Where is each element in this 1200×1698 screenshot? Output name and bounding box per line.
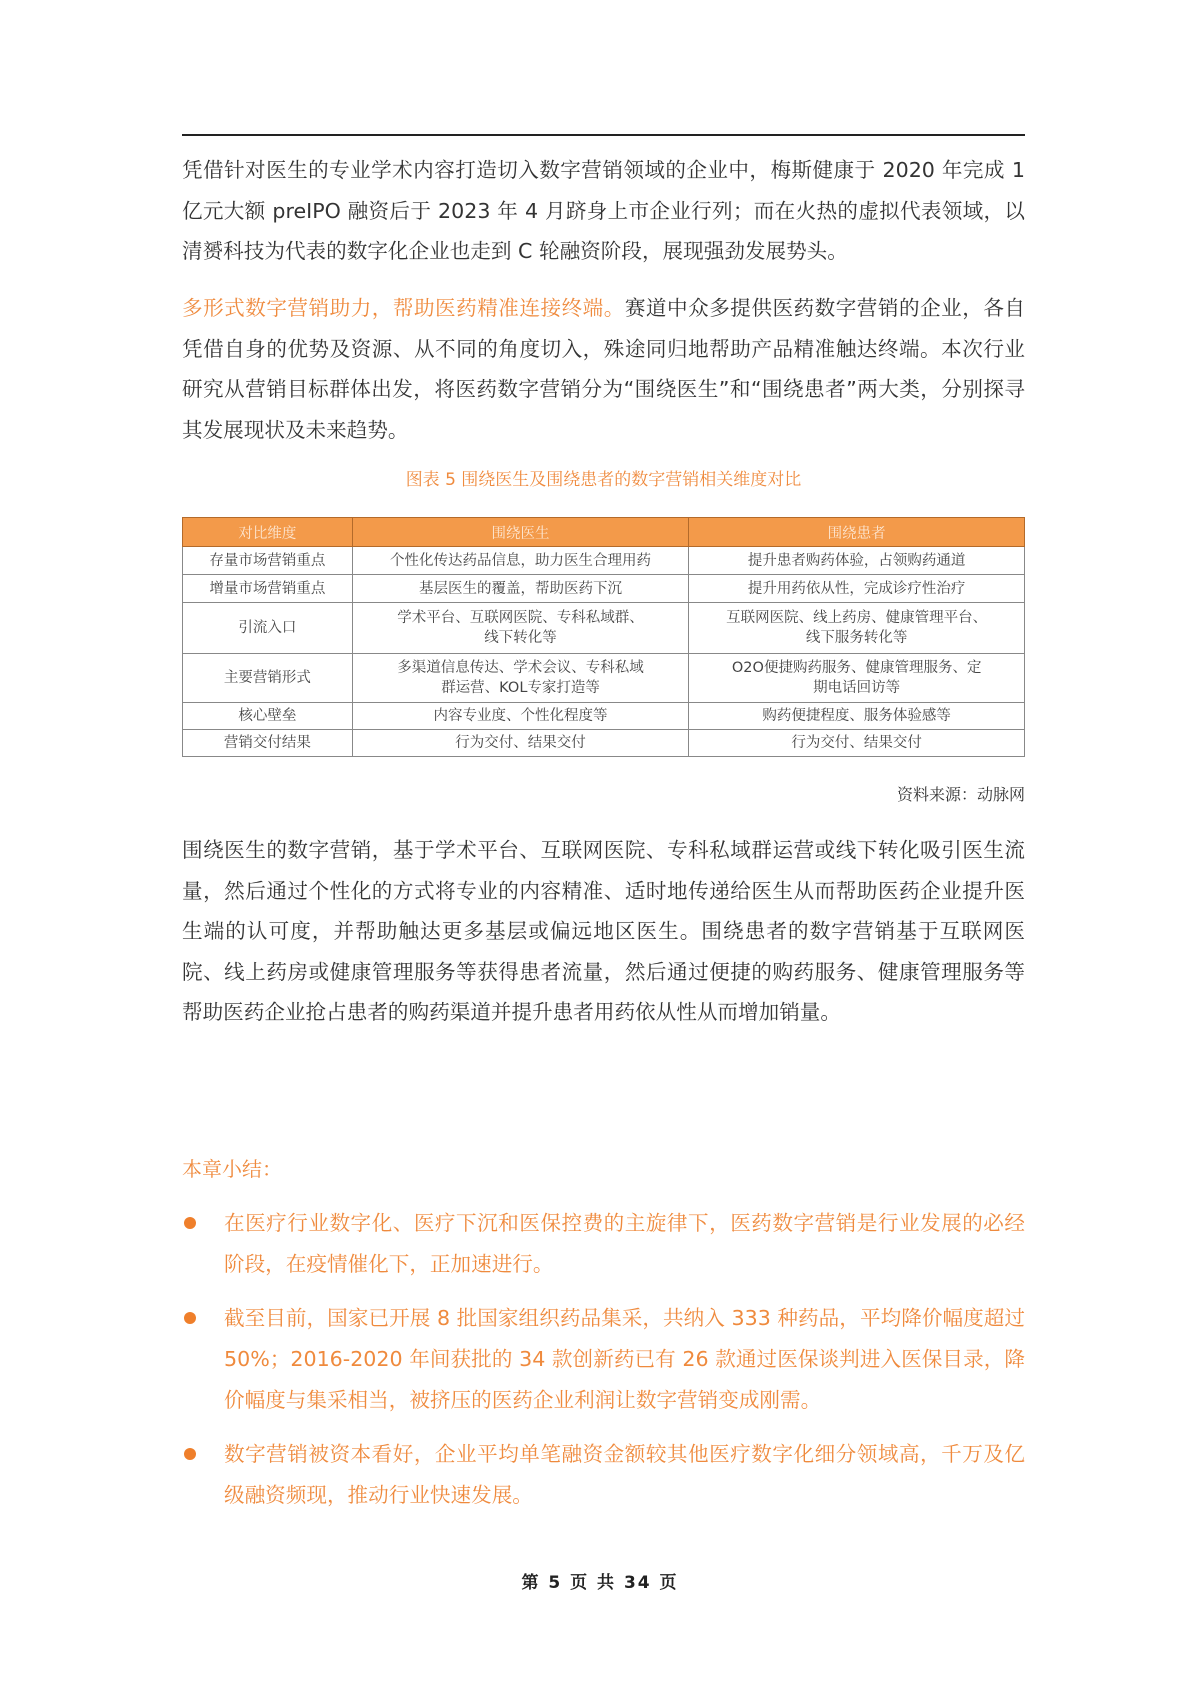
table-cell: 行为交付、结果交付 (352, 730, 689, 757)
table-cell: 个性化传达药品信息，助力医生合理用药 (352, 547, 689, 575)
header-rule (182, 134, 1025, 136)
table-cell: 互联网医院、线上药房、健康管理平台、线下服务转化等 (689, 603, 1025, 654)
source-note: 资料来源：动脉网 (896, 785, 1025, 804)
figure-caption: 图表 5 围绕医生及围绕患者的数字营销相关维度对比 (405, 470, 802, 490)
bullet-dot-icon (184, 1312, 196, 1324)
table-cell: 存量市场营销重点 (183, 547, 353, 575)
paragraph-3: 围绕医生的数字营销，基于学术平台、互联网医院、专科私域群运营或线下转化吸引医生流量，然后通过个性化的方式将专业的内容精准、适时地传递给医生从而帮助医药企业提升医生端的认可度，并帮助触达更多基层或偏远地区医生。围绕患者的数字营销基于互联网医院、线上药房或健康管理服务等获得患者流量，然后通过便捷的购药服务、健康管理服务等帮助医药企业抢占患者的购药渠道并提升患者用药依从性从而增加销量。 (182, 838, 1025, 1024)
table-cell: 主要营销形式 (183, 654, 353, 703)
table-row (183, 547, 1025, 575)
summary-list (182, 1203, 1025, 1529)
table-header-cell: 围绕患者 (689, 518, 1025, 547)
table-cell: 引流入口 (183, 603, 353, 654)
summary-item-text: 在医疗行业数字化、医疗下沉和医保控费的主旋律下，医药数字营销是行业发展的必经阶段，在疫情催化下，正加速进行。 (224, 1211, 1025, 1276)
paragraph-2 (182, 288, 1025, 450)
paragraph-1: 凭借针对医生的专业学术内容打造切入数字营销领域的企业中，梅斯健康于 2020 年完成 1 亿元大额 preIPO 融资后于 2023 年 4 月跻身上市企业行列；而在火热的虚拟代表领域，以清赟科技为代表的数字化企业也走到 C 轮融资阶段，展现强劲发展势头。 (182, 158, 1025, 263)
table-header-cell: 围绕医生 (352, 518, 689, 547)
table-row (183, 603, 1025, 654)
table-cell: 营销交付结果 (183, 730, 353, 757)
summary-title: 本章小结： (182, 1157, 282, 1181)
paragraph-2-text: 赛道中众多提供医药数字营销的企业，各自凭借自身的优势及资源、从不同的角度切入，殊途同归地帮助产品精准触达终端。本次行业研究从营销目标群体出发，将医药数字营销分为“围绕医生”和“围绕患者”两大类，分别探寻其发展现状及未来趋势。 (182, 296, 1026, 442)
summary-item-text: 截至目前，国家已开展 8 批国家组织药品集采，共纳入 333 种药品，平均降价幅度超过 50%；2016-2020 年间获批的 34 款创新药已有 26 款通过医保谈判进入医保目录，降价幅度与集采相当，被挤压的医药企业利润让数字营销变成刚需。 (224, 1306, 1025, 1412)
bullet-dot-icon (184, 1448, 196, 1460)
table-row (183, 703, 1025, 730)
table-cell: 提升用药依从性，完成诊疗性治疗 (689, 575, 1025, 603)
comparison-table (182, 517, 1025, 757)
table-cell: 增量市场营销重点 (183, 575, 353, 603)
table-cell: 多渠道信息传达、学术会议、专科私域群运营、KOL专家打造等 (352, 654, 689, 703)
table-header-row (183, 518, 1025, 547)
page-number: 第 5 页 共 34 页 (521, 1573, 679, 1593)
table-row (183, 654, 1025, 703)
table-header-cell: 对比维度 (183, 518, 353, 547)
table-cell: 提升患者购药体验，占领购药通道 (689, 547, 1025, 575)
table-cell: 购药便捷程度、服务体验感等 (689, 703, 1025, 730)
paragraph-2-highlight: 多形式数字营销助力，帮助医药精准连接终端。 (182, 296, 625, 320)
table-cell: 学术平台、互联网医院、专科私域群、线下转化等 (352, 603, 689, 654)
summary-item (182, 1203, 1025, 1285)
table-cell: 核心壁垒 (183, 703, 353, 730)
table-cell: 内容专业度、个性化程度等 (352, 703, 689, 730)
table-row (183, 575, 1025, 603)
table-cell: O2O便捷购药服务、健康管理服务、定期电话回访等 (689, 654, 1025, 703)
bullet-dot-icon (184, 1217, 196, 1229)
table-row (183, 730, 1025, 757)
summary-item (182, 1434, 1025, 1516)
table-cell: 行为交付、结果交付 (689, 730, 1025, 757)
summary-item (182, 1298, 1025, 1421)
summary-item-text: 数字营销被资本看好，企业平均单笔融资金额较其他医疗数字化细分领域高，千万及亿级融资频现，推动行业快速发展。 (224, 1442, 1025, 1507)
table-cell: 基层医生的覆盖，帮助医药下沉 (352, 575, 689, 603)
